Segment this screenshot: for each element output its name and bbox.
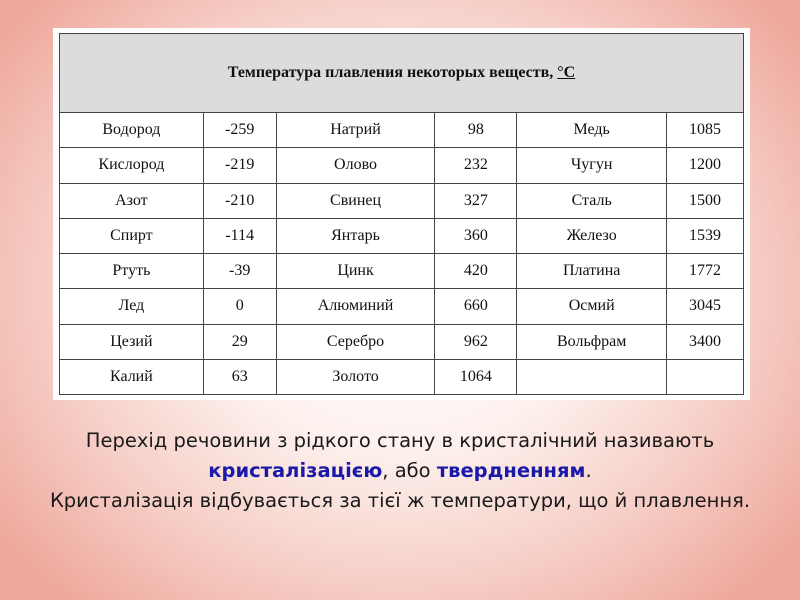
melting-point-cell: 1539	[667, 218, 744, 253]
substance-cell	[517, 359, 667, 394]
substance-cell: Олово	[276, 148, 435, 183]
table-row	[60, 183, 744, 218]
melting-point-cell: -259	[203, 113, 276, 148]
melting-point-cell: 1500	[667, 183, 744, 218]
table-body	[60, 113, 744, 395]
melting-point-cell: 98	[435, 113, 517, 148]
melting-point-cell: 962	[435, 324, 517, 359]
table-row	[60, 148, 744, 183]
substance-cell: Ртуть	[60, 254, 204, 289]
term-solidification: твердненням	[436, 459, 586, 482]
table-title-text: Температура плавления некоторых веществ,	[227, 64, 558, 81]
substance-cell: Чугун	[517, 148, 667, 183]
table-row	[60, 289, 744, 324]
melting-point-cell	[667, 359, 744, 394]
substance-cell: Цезий	[60, 324, 204, 359]
melting-point-cell: 3400	[667, 324, 744, 359]
table-title	[60, 34, 744, 113]
table-row	[60, 218, 744, 253]
substance-cell: Спирт	[60, 218, 204, 253]
caption-text	[40, 426, 760, 516]
substance-cell: Калий	[60, 359, 204, 394]
melting-point-cell: 1064	[435, 359, 517, 394]
melting-point-cell: 0	[203, 289, 276, 324]
table-row	[60, 113, 744, 148]
substance-cell: Золото	[276, 359, 435, 394]
substance-cell: Платина	[517, 254, 667, 289]
substance-cell: Цинк	[276, 254, 435, 289]
substance-cell: Свинец	[276, 183, 435, 218]
melting-point-cell: -39	[203, 254, 276, 289]
melting-point-cell: 3045	[667, 289, 744, 324]
melting-point-cell: -219	[203, 148, 276, 183]
table-row	[60, 254, 744, 289]
substance-cell: Водород	[60, 113, 204, 148]
melting-point-cell: 360	[435, 218, 517, 253]
substance-cell: Янтарь	[276, 218, 435, 253]
melting-point-cell: 1200	[667, 148, 744, 183]
melting-point-cell: 660	[435, 289, 517, 324]
term-crystallization: кристалізацією	[208, 459, 383, 482]
substance-cell: Азот	[60, 183, 204, 218]
melting-point-cell: 420	[435, 254, 517, 289]
caption-line1: Перехід речовини з рідкого стану в кристалічний називають	[85, 429, 715, 452]
caption-connector: , або	[382, 459, 437, 482]
melting-point-cell: 1772	[667, 254, 744, 289]
table-row	[60, 359, 744, 394]
substance-cell: Вольфрам	[517, 324, 667, 359]
substance-cell: Медь	[517, 113, 667, 148]
table-header-row	[60, 34, 744, 113]
melting-point-table	[59, 33, 744, 395]
melting-point-cell: 1085	[667, 113, 744, 148]
melting-point-cell: 29	[203, 324, 276, 359]
substance-cell: Алюминий	[276, 289, 435, 324]
melting-point-cell: -114	[203, 218, 276, 253]
melting-point-cell: -210	[203, 183, 276, 218]
melting-point-cell: 63	[203, 359, 276, 394]
substance-cell: Серебро	[276, 324, 435, 359]
substance-cell: Осмий	[517, 289, 667, 324]
substance-cell: Сталь	[517, 183, 667, 218]
table-row	[60, 324, 744, 359]
caption-period: .	[585, 459, 592, 482]
substance-cell: Кислород	[60, 148, 204, 183]
melting-point-cell: 232	[435, 148, 517, 183]
melting-point-cell: 327	[435, 183, 517, 218]
caption-line3: Кристалізація відбувається за тієї ж температури, що й плавлення.	[49, 489, 751, 512]
substance-cell: Лед	[60, 289, 204, 324]
table-title-unit: °C	[557, 64, 576, 81]
substance-cell: Натрий	[276, 113, 435, 148]
substance-cell: Железо	[517, 218, 667, 253]
table-panel	[53, 28, 750, 400]
